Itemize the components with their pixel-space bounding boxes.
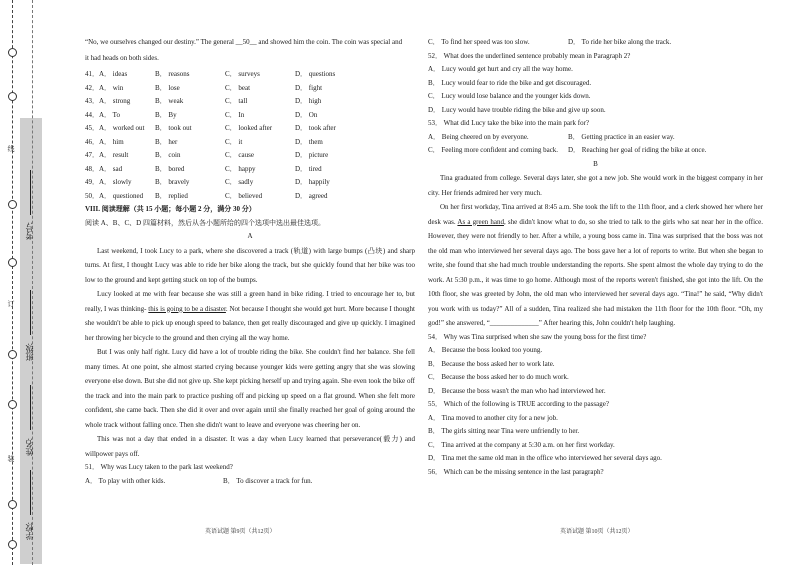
option: C． sadly bbox=[225, 178, 254, 186]
option: B． her bbox=[155, 137, 178, 146]
paragraph-text: . Not because I thought she would get hurt. More because I thought she wouldn't be able to pick up enough speed to balance, then get really discouraged and give up quickly. I imagined her throwing her bicycle to the ground and then crying all the way home. bbox=[85, 304, 415, 342]
option-row bbox=[85, 149, 415, 163]
option: B． The girls sitting near Tina were unfriendly to her. bbox=[428, 427, 580, 435]
option-row bbox=[85, 163, 415, 177]
name-label: 姓名: bbox=[25, 438, 34, 457]
option: B． bored bbox=[155, 164, 185, 173]
option: B． replied bbox=[155, 191, 188, 200]
passage-label: A bbox=[247, 232, 253, 240]
question: 52． What does the underlined sentence probably mean in Paragraph 2? bbox=[428, 51, 631, 60]
option: A． To play with other kids. bbox=[85, 476, 166, 485]
paragraph bbox=[85, 287, 415, 345]
section-instructions: 阅读 A、B、C、D 四篇材料，然后从各小题所给的四个选项中选出最佳选项。 bbox=[85, 218, 325, 227]
option: C． beat bbox=[225, 83, 251, 92]
option: B． Because the boss asked her to work late. bbox=[428, 359, 555, 368]
option: B． took out bbox=[155, 124, 192, 132]
option: A． Tina moved to another city for a new job. bbox=[428, 413, 558, 422]
option: A． Being cheered on by everyone. bbox=[428, 132, 529, 141]
option: C． tall bbox=[225, 97, 248, 105]
binding-circle bbox=[8, 350, 17, 359]
option: 50．A． questioned bbox=[85, 191, 144, 200]
option: D． On bbox=[295, 110, 318, 119]
question: 53． What did Lucy take the bike into the main park for? bbox=[428, 119, 590, 127]
underlined-phrase: As a green hand bbox=[457, 217, 504, 226]
option: A． Lucy would get hurt and cry all the way home. bbox=[428, 65, 573, 73]
binding-circle bbox=[8, 92, 17, 101]
option: C． believed bbox=[225, 191, 263, 200]
question: 56． Which can be the missing sentence in the last paragraph? bbox=[428, 467, 604, 476]
option: C． In bbox=[225, 110, 245, 119]
binding-mark-outer: 装 bbox=[7, 455, 15, 462]
binding-circle bbox=[8, 540, 17, 549]
option-row bbox=[85, 176, 415, 190]
binding-info-panel bbox=[20, 118, 42, 564]
option: C． it bbox=[225, 137, 243, 146]
cut-line-inner bbox=[32, 0, 33, 565]
section-title: VIII. 阅读理解（共 15 小题；每小题 2 分，满分 30 分） bbox=[85, 205, 256, 213]
left-column bbox=[85, 36, 415, 488]
binding-mark-outer: 订 bbox=[7, 300, 15, 307]
option-row bbox=[85, 475, 415, 489]
name-line bbox=[30, 385, 31, 430]
option: D． Lucy would have trouble riding the bike and give up soon. bbox=[428, 105, 606, 114]
class-line bbox=[30, 290, 31, 335]
option: B． bravely bbox=[155, 178, 190, 186]
option-row bbox=[85, 82, 415, 96]
cut-line-outer bbox=[12, 0, 13, 565]
option: B． lose bbox=[155, 83, 180, 92]
option: C． Feeling more confident and coming back. bbox=[428, 146, 559, 154]
option: D． fight bbox=[295, 83, 323, 92]
option: 42．A． win bbox=[85, 83, 124, 92]
option: C． looked after bbox=[225, 124, 273, 132]
option: D． Tina met the same old man in the office who interviewed her several days ago. bbox=[428, 454, 662, 462]
exam-number-label: 考号: bbox=[25, 222, 34, 241]
option: 45．A． worked out bbox=[85, 124, 145, 132]
option: B． By bbox=[155, 110, 177, 119]
option: D． Reaching her goal of riding the bike at once. bbox=[568, 146, 707, 154]
option-row bbox=[85, 136, 415, 150]
paragraph: This was not a day that ended in a disaster. It was a day when Lucy learned that perseverance(毅力) and willpower pays off. bbox=[85, 435, 415, 458]
option: B． To discover a track for fun. bbox=[223, 476, 313, 485]
option: D． questions bbox=[295, 70, 336, 78]
paragraph: Last weekend, I took Lucy to a park, where she discovered a track (轨道) with large bumps (凸块) and sharp turns. At first, I thought Lucy was able to ride her bike along the track, but she quickly found that her bike was too low to the ground and kept getting stuck on top of the bumps. bbox=[85, 246, 415, 284]
binding-circle bbox=[8, 500, 17, 509]
exam-number-line bbox=[30, 170, 31, 215]
right-column bbox=[428, 36, 763, 479]
intro-line: it had heads on both sides. bbox=[85, 53, 159, 62]
intro-line: “No, we ourselves changed our destiny.” The general __50__ and showed him the coin. The coin was special and bbox=[85, 38, 403, 46]
option: C． Lucy would lose balance and the younger kids down. bbox=[428, 92, 591, 100]
binding-circle bbox=[8, 48, 17, 57]
paragraph: But I was only half right. Lucy did have a lot of trouble riding the bike. She couldn't find her balance. She fell many times. At one point, she almost started crying because younger kids were getting angry that she was slowing everyone else down. But she did not give up. She kept picking herself up and trying again. She even took the bike off the track and into the main park to practice pushing off and picking up speed on a flat ground. When she felt more confident, she came back. Then she did it over and over again until she finally reached her goal of going around the whole track without falling once. Then she didn't want to leave and everyone was cheering her on. bbox=[85, 348, 415, 429]
option: 49．A． slowly bbox=[85, 178, 132, 186]
option-row bbox=[428, 36, 763, 50]
option: B． Getting practice in an easier way. bbox=[568, 132, 675, 141]
page-footer-left: 英语试题 第9页（共12页） bbox=[205, 529, 276, 535]
option: C． cause bbox=[225, 151, 254, 159]
option: D． high bbox=[295, 97, 322, 105]
option: C． Tina arrived at the company at 5:30 a.m. on her first workday. bbox=[428, 440, 615, 449]
option: D． picture bbox=[295, 151, 329, 159]
option-row bbox=[85, 95, 415, 109]
binding-mark-outer: 线 bbox=[7, 145, 15, 152]
school-line bbox=[30, 470, 31, 515]
option: B． reasons bbox=[155, 70, 190, 78]
question: 55． Which of the following is TRUE according to the passage? bbox=[428, 400, 609, 408]
option-row bbox=[428, 131, 763, 145]
binding-margin bbox=[0, 0, 44, 565]
option: D． agreed bbox=[295, 191, 328, 200]
class-label: 班级: bbox=[25, 343, 34, 362]
option: C． To find her speed was too slow. bbox=[428, 38, 530, 46]
school-label: 学校: bbox=[25, 522, 34, 541]
binding-circle bbox=[8, 400, 17, 409]
option: B． coin bbox=[155, 151, 181, 159]
option: D． them bbox=[295, 137, 323, 146]
option: A． Because the boss looked too young. bbox=[428, 346, 543, 354]
paragraph-text: , she didn't know what to do, so she tried to talk to the girls who sat near her in the office. However, they were not friendly to her. After a while, a young boss came in. Tina was surprised that the boss was not the old man who interviewed her several days ago. The boss gave her a lot of reports to write. But when she began to write, she found that she had much trouble understanding the reports. She spent almost the whole day trying to do the work. At 5:30 p.m., it was time to go home. Although most of the reports weren't finished, she got into the lift. On the 10th floor, she was greeted by John, the old man who interviewed her several days ago. “Tina!” he said, “Why didn't you work with us today?” All of a sudden, Tina realized she had mistaken the 11th floor for the 10th floor. “Oh, my god!” she answered, “______________” After hearing this, John couldn't help laughing. bbox=[428, 217, 763, 327]
option-row bbox=[85, 109, 415, 123]
option: C． happy bbox=[225, 164, 256, 173]
option-row bbox=[428, 144, 763, 158]
paragraph-text: On her first workday, Tina arrived at 8:45 a.m. She took the lift to the 11th floor, and a clerk showed her where her desk was. bbox=[428, 203, 763, 226]
question: 54． Why was Tina surprised when she saw the young boss for the first time? bbox=[428, 332, 647, 341]
option: 43．A． strong bbox=[85, 97, 131, 105]
binding-circle bbox=[8, 200, 17, 209]
page-footer-right: 英语试题 第10页（共12页） bbox=[560, 529, 634, 535]
option: D． To ride her bike along the track. bbox=[568, 38, 672, 46]
option: D． happily bbox=[295, 178, 330, 186]
question: 51． Why was Lucy taken to the park last weekend? bbox=[85, 463, 233, 471]
option: 48．A． sad bbox=[85, 164, 123, 173]
option: 46．A． him bbox=[85, 137, 124, 146]
option: D． took after bbox=[295, 124, 336, 132]
option: 44．A． To bbox=[85, 110, 120, 119]
option: C． Because the boss asked her to do much work. bbox=[428, 373, 569, 381]
paragraph: Tina graduated from college. Several days later, she got a new job. She would work in the biggest company in her city. Her friends admired her very much. bbox=[428, 174, 763, 197]
option: D． tired bbox=[295, 164, 322, 173]
option-row bbox=[85, 122, 415, 136]
option: D． Because the boss wasn't the man who had interviewed her. bbox=[428, 386, 606, 395]
option: 41．A． ideas bbox=[85, 70, 128, 78]
paragraph-text: Lucy looked at me with fear because she was still a green hand in bike riding. I tried to encourage her to, but really, I was thinking- bbox=[85, 290, 415, 313]
paragraph bbox=[428, 200, 763, 331]
cloze-options bbox=[85, 68, 415, 203]
passage-label: B bbox=[593, 159, 598, 168]
binding-circle bbox=[8, 258, 17, 267]
option: 47．A． result bbox=[85, 151, 129, 159]
underlined-sentence: this is going to be a disaster bbox=[148, 304, 226, 313]
option-row bbox=[85, 68, 415, 82]
option-row bbox=[85, 190, 415, 204]
option: B． Lucy would fear to ride the bike and get discouraged. bbox=[428, 78, 592, 87]
option: C． surveys bbox=[225, 70, 260, 78]
option: B． weak bbox=[155, 97, 184, 105]
